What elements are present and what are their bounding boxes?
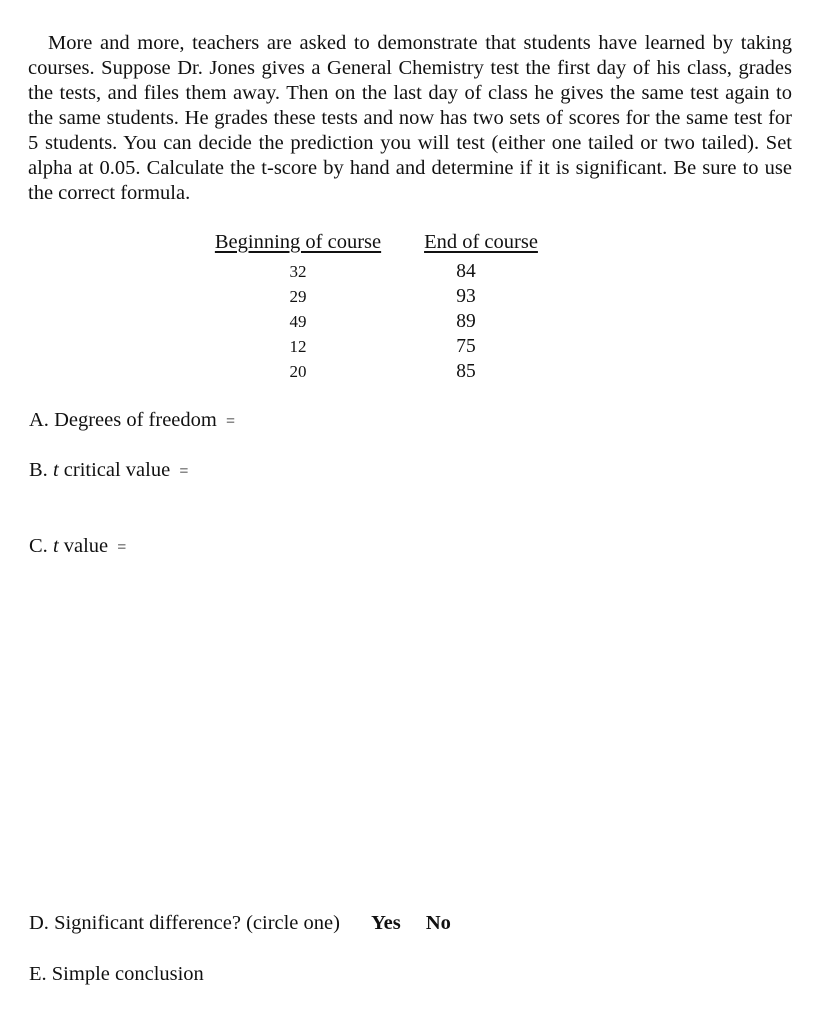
question-text: critical value <box>63 459 171 481</box>
question-text: Significant difference? (circle one) <box>54 912 340 934</box>
question-label: A. <box>29 409 49 431</box>
equals-sign: = <box>225 413 235 430</box>
table-header-row <box>205 231 545 259</box>
question-significant-difference <box>29 912 451 935</box>
question-text: Degrees of freedom <box>54 409 217 431</box>
end-score: 85 <box>456 361 476 382</box>
scores-table <box>205 231 545 384</box>
question-text: value <box>63 535 109 557</box>
question-label: E. <box>29 963 47 985</box>
t-variable: t <box>52 535 59 557</box>
problem-statement: More and more, teachers are asked to demonstrate that students have learned by taking courses. Suppose Dr. Jones gives a General Chemistry test the first day of his class, grades the tests, and files them away. Then on the last day of class he gives the same test again to the same students. He grades these tests and now has two sets of scores for the same test for 5 students. You can decide the prediction you will test (either one tailed or two tailed). Set alpha at 0.05. Calculate the t-score by hand and determine if it is significant. Be sure to use the correct formula. <box>28 32 792 204</box>
beginning-score: 49 <box>289 312 307 331</box>
end-score: 75 <box>456 336 476 357</box>
question-text: Simple conclusion <box>51 963 204 985</box>
t-variable: t <box>52 459 59 481</box>
question-degrees-of-freedom <box>29 409 235 432</box>
question-simple-conclusion <box>29 963 204 986</box>
table-row <box>205 334 545 359</box>
beginning-score: 29 <box>289 287 307 306</box>
choice-no[interactable]: No <box>425 912 451 934</box>
question-label: D. <box>29 912 49 934</box>
table-row <box>205 284 545 309</box>
question-label: B. <box>29 459 48 481</box>
table-row <box>205 359 545 384</box>
beginning-score: 20 <box>289 362 307 381</box>
choice-yes[interactable]: Yes <box>371 912 401 934</box>
beginning-score: 12 <box>289 337 307 356</box>
header-beginning-of-course: Beginning of course <box>214 231 382 253</box>
equals-sign: = <box>117 539 127 556</box>
equals-sign: = <box>179 463 189 480</box>
header-end-of-course: End of course <box>424 231 538 253</box>
question-t-critical-value <box>29 459 188 482</box>
question-t-value <box>29 535 126 558</box>
end-score: 89 <box>456 311 476 332</box>
question-label: C. <box>29 535 48 557</box>
table-row <box>205 309 545 334</box>
end-score: 84 <box>456 261 476 282</box>
beginning-score: 32 <box>289 262 307 281</box>
end-score: 93 <box>456 286 476 307</box>
table-row <box>205 259 545 284</box>
